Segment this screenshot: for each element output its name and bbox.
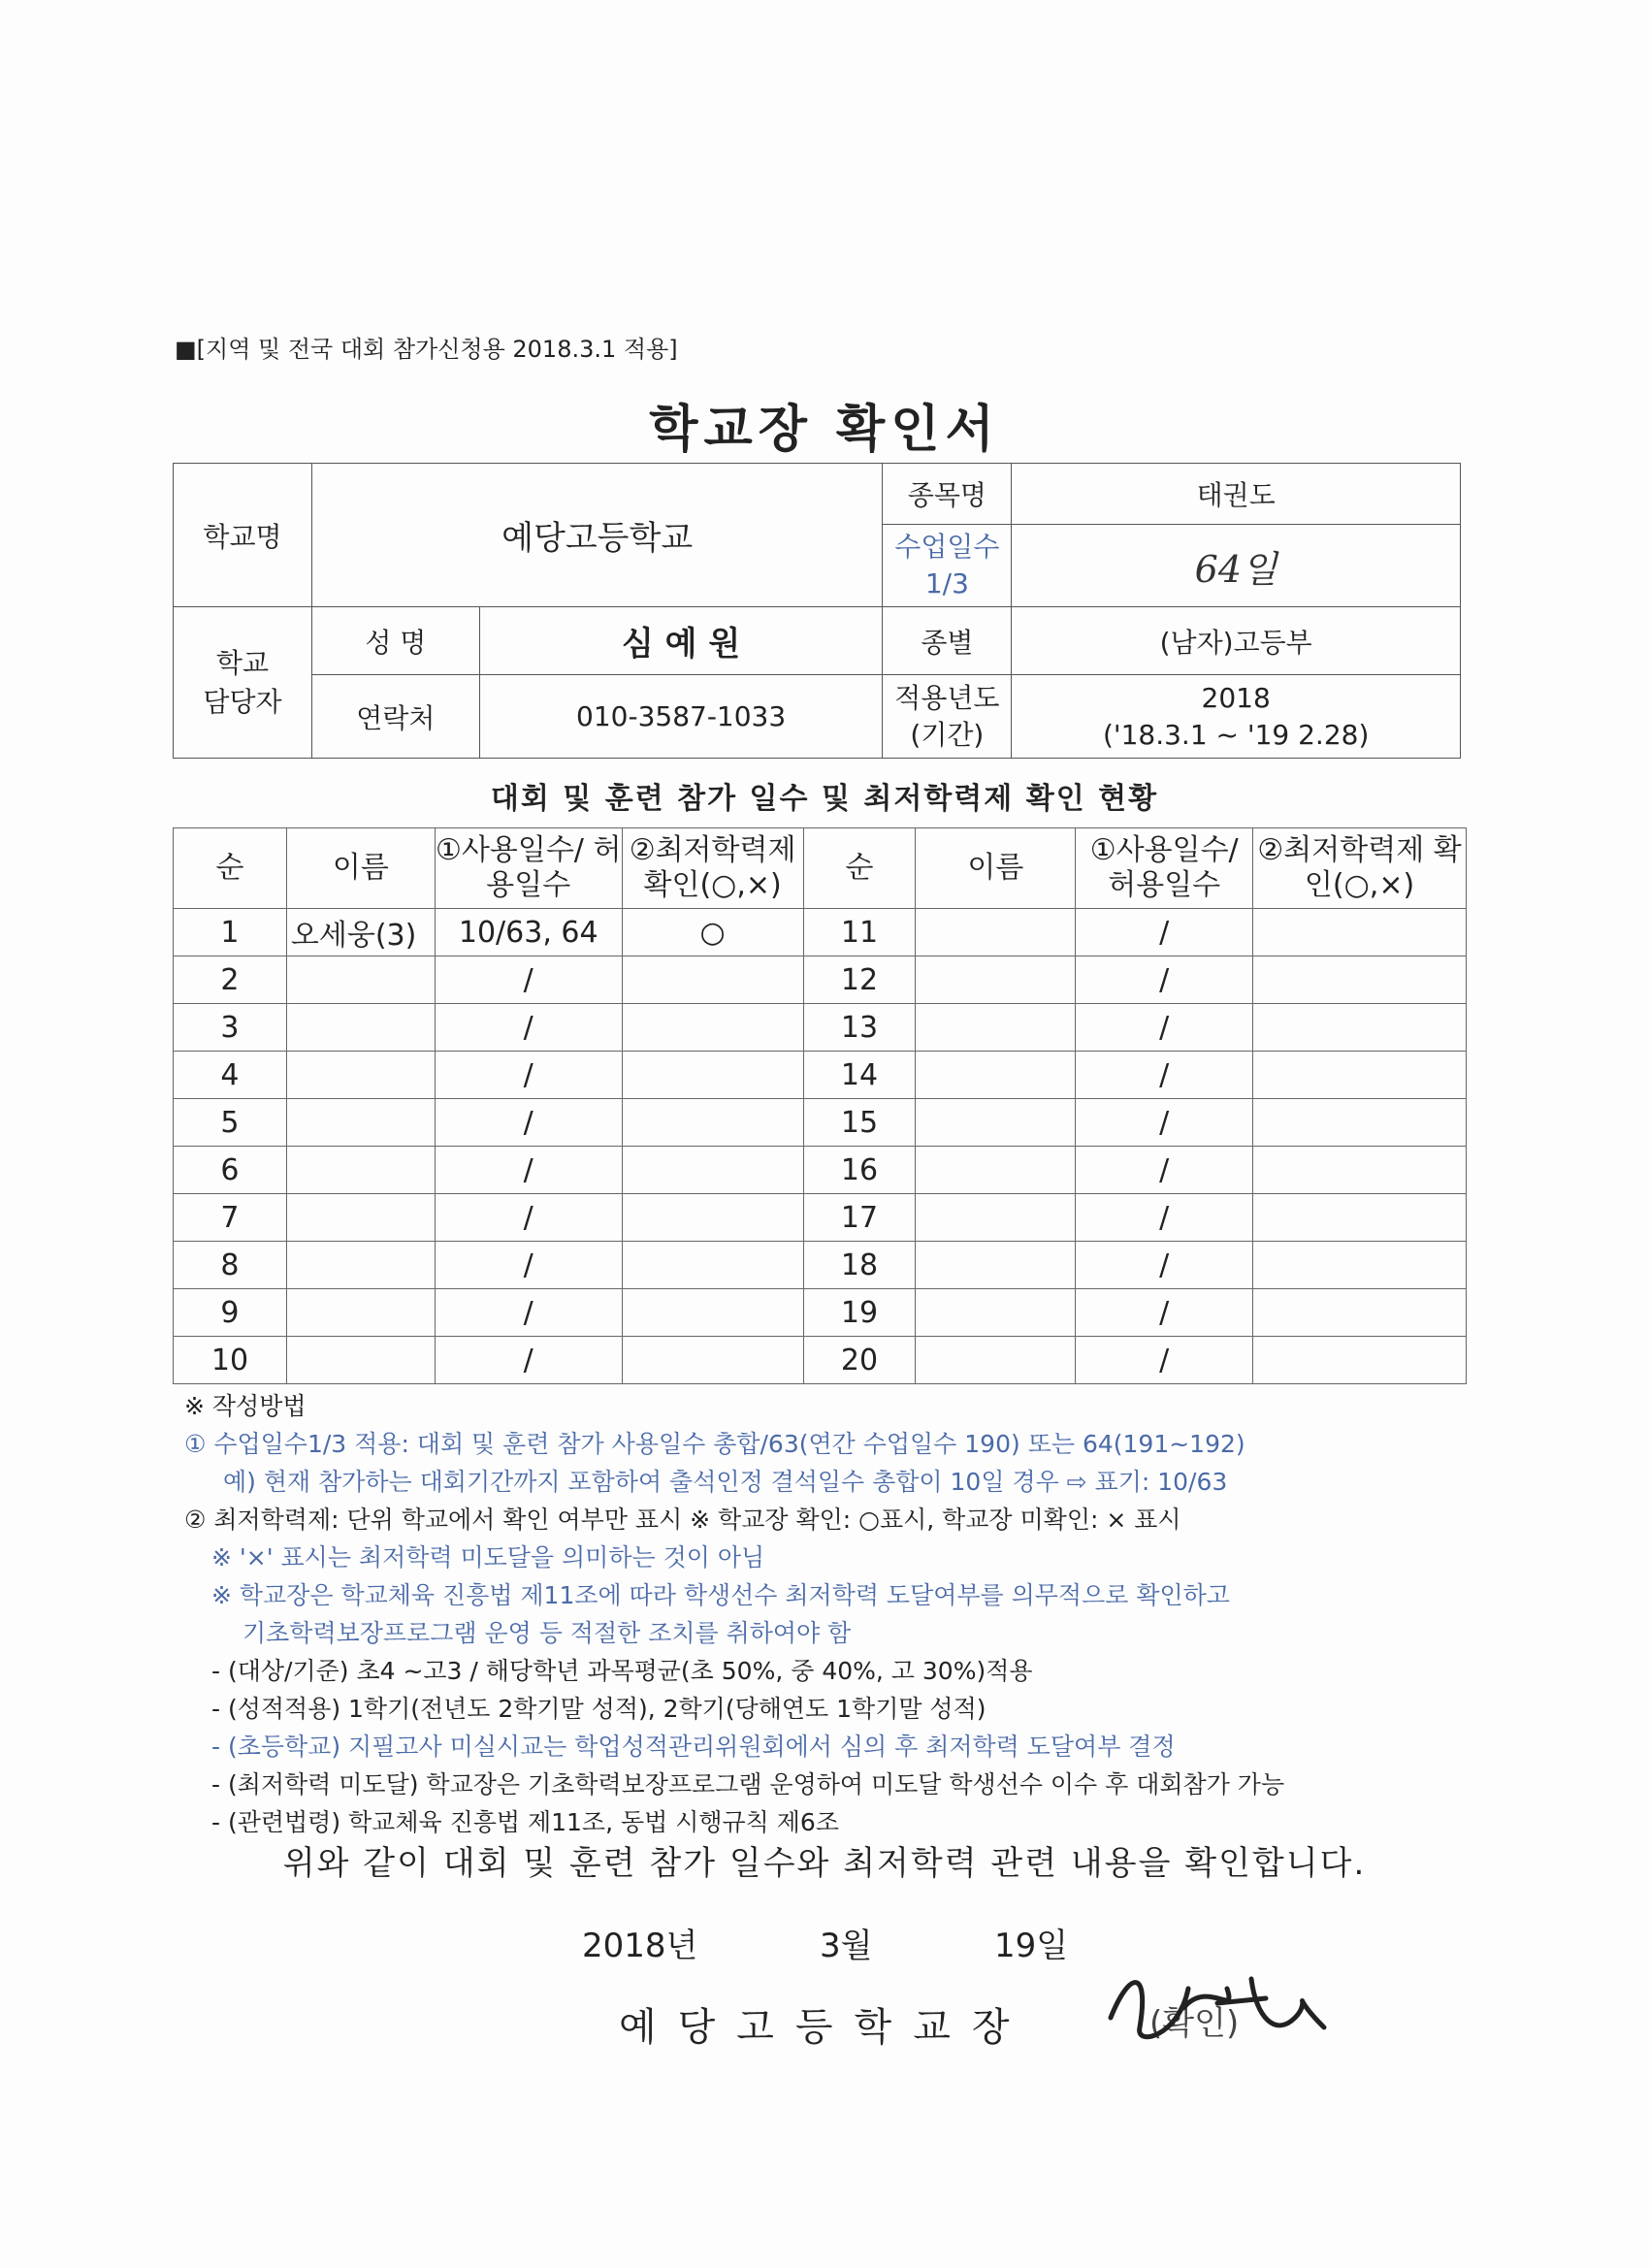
row-name (916, 1194, 1076, 1242)
table-row (174, 909, 1467, 956)
row-check (1253, 1242, 1467, 1289)
guide-line: - (성적적용) 1학기(전년도 2학기말 성적), 2학기(당해연도 1학기말 성적) (211, 1695, 986, 1723)
row-check (1253, 1099, 1467, 1147)
row-no: 12 (803, 956, 916, 1004)
table-row (174, 1147, 1467, 1194)
name-label: 성 명 (311, 607, 479, 675)
seal-label: (확인) (1149, 2004, 1240, 2043)
row-no: 10 (174, 1337, 287, 1384)
date-month: 3월 (820, 1927, 873, 1965)
date-day: 19일 (994, 1927, 1069, 1965)
row-no: 16 (803, 1147, 916, 1194)
row-days: / (435, 1242, 622, 1289)
row-no: 17 (803, 1194, 916, 1242)
guide-line: ※ '×' 표시는 최저학력 미도달을 의미하는 것이 아님 (211, 1543, 765, 1571)
row-no: 6 (174, 1147, 287, 1194)
school-name-label: 학교명 (174, 464, 312, 607)
row-days: / (1076, 1194, 1253, 1242)
row-name (286, 1147, 435, 1194)
guide-line: - (관련법령) 학교체육 진흥법 제11조, 동법 시행규칙 제6조 (211, 1808, 839, 1836)
header-check: ②최저학력제 확인(○,×) (622, 828, 803, 909)
row-days: / (1076, 909, 1253, 956)
date-year: 2018년 (582, 1927, 698, 1965)
period-value: ('18.3.1 ~ '19 2.28) (1102, 718, 1370, 751)
row-days: / (435, 1052, 622, 1099)
row-check (622, 1147, 803, 1194)
header-no: 순 (803, 828, 916, 909)
guide-line: - (최저학력 미도달) 학교장은 기초학력보장프로그램 운영하여 미도달 학생선수 이수 후 대회참가 가능 (211, 1770, 1285, 1798)
row-no: 19 (803, 1289, 916, 1337)
guide-line: 기초학력보장프로그램 운영 등 적절한 조치를 취하여야 함 (242, 1619, 852, 1647)
header-no: 순 (174, 828, 287, 909)
guide-line: ※ 작성방법 (184, 1392, 307, 1420)
guide-line: ① 수업일수1/3 적용: 대회 및 훈련 참가 사용일수 총합/63(연간 수업일수 190) 또는 64(191~192) (184, 1430, 1245, 1458)
row-no: 11 (803, 909, 916, 956)
row-name (916, 1052, 1076, 1099)
row-days: / (1076, 1099, 1253, 1147)
contact-label: 연락처 (311, 675, 479, 759)
table-row (174, 1194, 1467, 1242)
row-no: 18 (803, 1242, 916, 1289)
header-name: 이름 (916, 828, 1076, 909)
row-no: 3 (174, 1004, 287, 1052)
header-days: ①사용일수/ 허용일수 (435, 828, 622, 909)
row-check (622, 1242, 803, 1289)
school-name-value: 예당고등학교 (311, 464, 882, 607)
row-no: 20 (803, 1337, 916, 1384)
row-no: 5 (174, 1099, 287, 1147)
row-name (916, 1289, 1076, 1337)
table-row (174, 1242, 1467, 1289)
row-days: / (1076, 1147, 1253, 1194)
row-name (916, 1242, 1076, 1289)
row-days: / (1076, 956, 1253, 1004)
row-check (622, 1194, 803, 1242)
row-name: 오세웅(3) (286, 909, 435, 956)
row-check (622, 1099, 803, 1147)
table-row (174, 1337, 1467, 1384)
header-check: ②최저학력제 확인(○,×) (1253, 828, 1467, 909)
row-days: 10/63, 64 (435, 909, 622, 956)
row-no: 13 (803, 1004, 916, 1052)
row-days: / (435, 1147, 622, 1194)
row-name (286, 956, 435, 1004)
row-check (1253, 1004, 1467, 1052)
row-no: 2 (174, 956, 287, 1004)
event-value: 태권도 (1012, 464, 1461, 525)
row-check (622, 1289, 803, 1337)
row-days: / (435, 1337, 622, 1384)
row-days: / (1076, 1337, 1253, 1384)
row-name (916, 1004, 1076, 1052)
row-no: 1 (174, 909, 287, 956)
row-days: / (1076, 1004, 1253, 1052)
participation-table (173, 827, 1467, 1384)
year-cell (1012, 675, 1461, 759)
writing-guide (184, 1387, 1474, 1841)
guide-line: ※ 학교장은 학교체육 진흥법 제11조에 따라 학생선수 최저학력 도달여부를 의무적으로 확인하고 (211, 1581, 1230, 1609)
row-days: / (1076, 1289, 1253, 1337)
row-days: / (435, 1289, 622, 1337)
row-name (286, 1052, 435, 1099)
year-value: 2018 (1201, 681, 1271, 714)
row-check: ○ (622, 909, 803, 956)
row-name (286, 1099, 435, 1147)
row-name (916, 1099, 1076, 1147)
row-check (622, 1052, 803, 1099)
row-name (916, 1147, 1076, 1194)
row-check (1253, 909, 1467, 956)
category-label: 종별 (883, 607, 1012, 675)
row-name (916, 909, 1076, 956)
row-name (286, 1194, 435, 1242)
table-row (174, 956, 1467, 1004)
row-days: / (435, 1004, 622, 1052)
row-check (1253, 1337, 1467, 1384)
row-no: 9 (174, 1289, 287, 1337)
header-days: ①사용일수/ 허용일수 (1076, 828, 1253, 909)
document-title: 학교장 확인서 (649, 401, 1000, 459)
row-check (1253, 956, 1467, 1004)
principal-title: 예당고등학교장 (619, 2005, 1031, 2050)
category-value: (남자)고등부 (1012, 607, 1461, 675)
row-no: 4 (174, 1052, 287, 1099)
row-check (1253, 1194, 1467, 1242)
principal-signature (1091, 1950, 1343, 2057)
confirmation-statement: 위와 같이 대회 및 훈련 참가 일수와 최저학력 관련 내용을 확인합니다. (282, 1844, 1367, 1883)
row-days: / (1076, 1052, 1253, 1099)
row-name (286, 1289, 435, 1337)
contact-value: 010-3587-1033 (479, 675, 883, 759)
row-no: 8 (174, 1242, 287, 1289)
event-label: 종목명 (883, 464, 1012, 525)
table-row (174, 1099, 1467, 1147)
class-days-value: 64일 (1012, 525, 1461, 607)
row-check (1253, 1147, 1467, 1194)
row-no: 15 (803, 1099, 916, 1147)
row-days: / (1076, 1242, 1253, 1289)
row-no: 14 (803, 1052, 916, 1099)
year-label: 적용년도 (기간) (883, 675, 1012, 759)
row-check (622, 956, 803, 1004)
manager-label: 학교 담당자 (174, 607, 312, 759)
form-header-note: ■[지역 및 전국 대회 참가신청용 2018.3.1 적용] (175, 336, 678, 363)
table-header-row (174, 828, 1467, 909)
table-row (174, 1004, 1467, 1052)
row-check (622, 1004, 803, 1052)
row-days: / (435, 1099, 622, 1147)
row-days: / (435, 956, 622, 1004)
guide-line: 예) 현재 참가하는 대회기간까지 포함하여 출석인정 결석일수 총합이 10일 경우 ⇨ 표기: 10/63 (223, 1468, 1228, 1496)
class-days-label: 수업일수 1/3 (883, 525, 1012, 607)
guide-line: - (초등학교) 지필고사 미실시교는 학업성적관리위원회에서 심의 후 최저학력 도달여부 결정 (211, 1733, 1176, 1761)
guide-line: ② 최저학력제: 단위 학교에서 확인 여부만 표시 ※ 학교장 확인: ○표시, 학교장 미확인: × 표시 (184, 1506, 1181, 1534)
status-table-title: 대회 및 훈련 참가 일수 및 최저학력제 확인 현황 (490, 782, 1159, 816)
row-name (286, 1242, 435, 1289)
manager-name-value: 심 예 원 (479, 607, 883, 675)
row-name (286, 1004, 435, 1052)
school-info-table (173, 463, 1461, 759)
row-check (1253, 1052, 1467, 1099)
guide-line: - (대상/기준) 초4 ~고3 / 해당학년 과목평균(초 50%, 중 40%, 고 30%)적용 (211, 1657, 1033, 1685)
row-no: 7 (174, 1194, 287, 1242)
header-name: 이름 (286, 828, 435, 909)
table-row (174, 1289, 1467, 1337)
row-name (286, 1337, 435, 1384)
table-row (174, 1052, 1467, 1099)
row-check (622, 1337, 803, 1384)
row-name (916, 956, 1076, 1004)
row-name (916, 1337, 1076, 1384)
row-check (1253, 1289, 1467, 1337)
row-days: / (435, 1194, 622, 1242)
